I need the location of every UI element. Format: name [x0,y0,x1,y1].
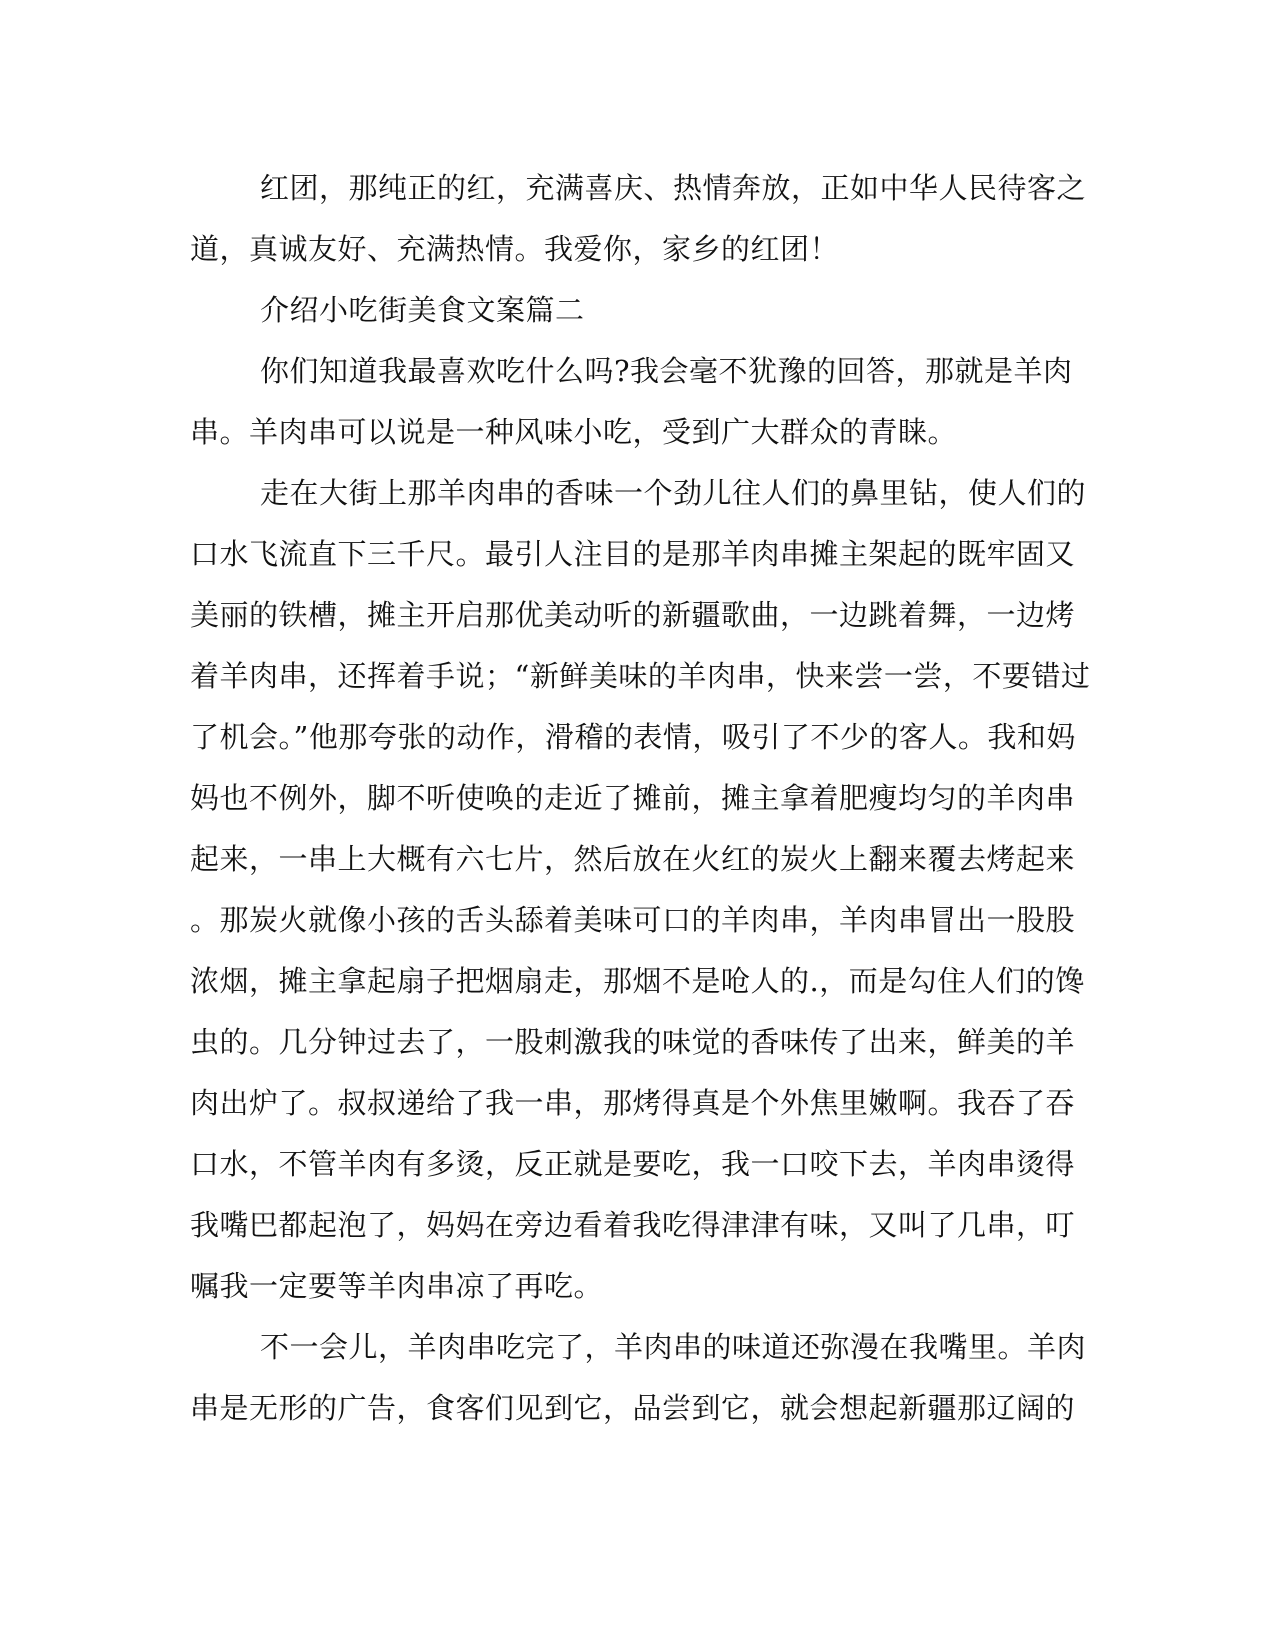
paragraph-line: 嘱我一定要等羊肉串凉了再吃。 [190,1269,604,1303]
paragraph-line: 虫的。几分钟过去了，一股刺激我的味觉的香味传了出来，鲜美的羊 [190,1025,1076,1059]
paragraph-line: 我嘴巴都起泡了，妈妈在旁边看着我吃得津津有味，又叫了几串，叮 [190,1208,1076,1242]
paragraph-line: 道，真诚友好、充满热情。我爱你，家乡的红团！ [190,232,840,266]
paragraph-line: 妈也不例外，脚不听使唤的走近了摊前，摊主拿着肥瘦均匀的羊肉串 [190,781,1076,815]
paragraph-line: 你们知道我最喜欢吃什么吗?我会毫不犹豫的回答，那就是羊肉 [260,354,1073,388]
document-body [190,158,1091,1439]
paragraph-line: 了机会。”他那夸张的动作，滑稽的表情，吸引了不少的客人。我和妈 [190,720,1076,754]
paragraph-line: 口水，不管羊肉有多烫，反正就是要吃，我一口咬下去，羊肉串烫得 [190,1147,1076,1181]
paragraph-line: 串。羊肉串可以说是一种风味小吃，受到广大群众的青睐。 [190,415,958,449]
paragraph-line: 起来，一串上大概有六七片，然后放在火红的炭火上翻来覆去烤起来 [190,842,1076,876]
paragraph-line: 走在大街上那羊肉串的香味一个劲儿往人们的鼻里钻，使人们的 [260,476,1087,510]
paragraph-line: 浓烟，摊主拿起扇子把烟扇走，那烟不是呛人的.，而是勾住人们的馋 [190,964,1085,998]
paragraph-line: 美丽的铁槽，摊主开启那优美动听的新疆歌曲，一边跳着舞，一边烤 [190,598,1076,632]
paragraph-line: 肉出炉了。叔叔递给了我一串，那烤得真是个外焦里嫩啊。我吞了吞 [190,1086,1076,1120]
section-heading: 介绍小吃街美食文案篇二 [260,293,585,327]
paragraph-line: 。那炭火就像小孩的舌头舔着美味可口的羊肉串，羊肉串冒出一股股 [190,903,1076,937]
paragraph-line: 红团，那纯正的红，充满喜庆、热情奔放，正如中华人民待客之 [260,171,1087,205]
paragraph-line: 不一会儿，羊肉串吃完了，羊肉串的味道还弥漫在我嘴里。羊肉 [260,1330,1087,1364]
paragraph-line: 串是无形的广告，食客们见到它，品尝到它，就会想起新疆那辽阔的 [190,1391,1076,1425]
paragraph-line: 口水飞流直下三千尺。最引人注目的是那羊肉串摊主架起的既牢固又 [190,537,1076,571]
paragraph-line: 着羊肉串，还挥着手说；“新鲜美味的羊肉串，快来尝一尝，不要错过 [190,659,1091,693]
